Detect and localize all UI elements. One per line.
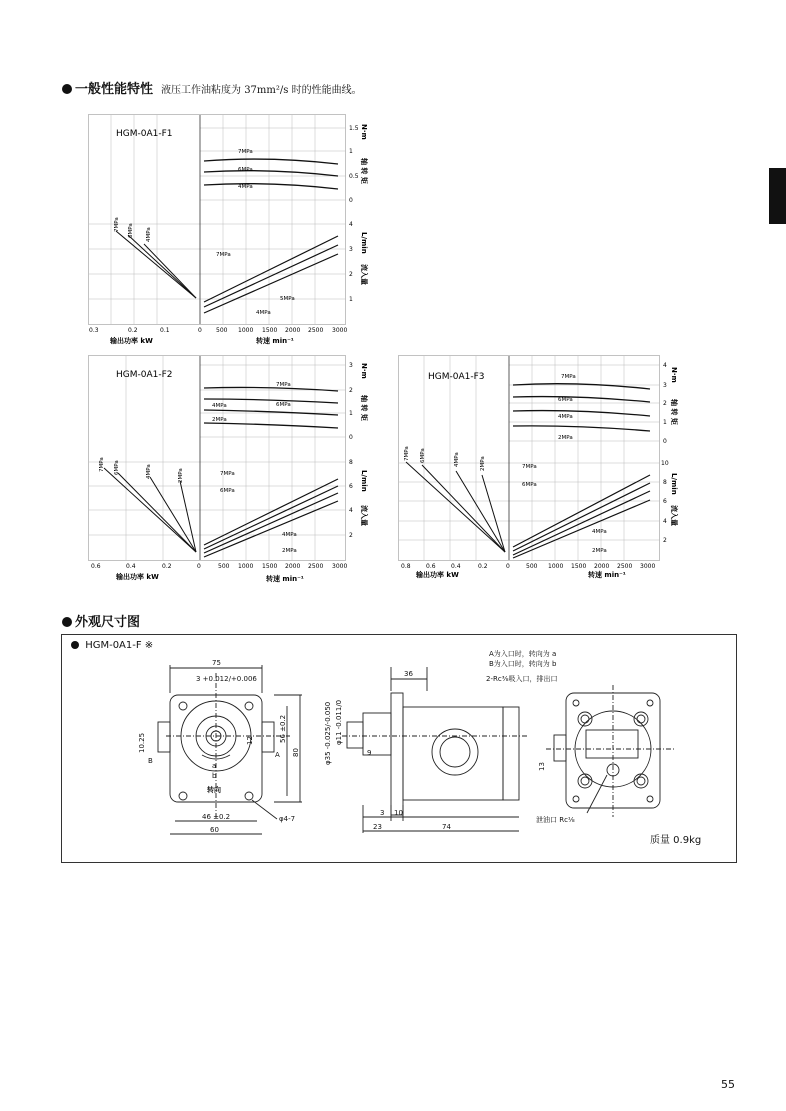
svg-text:6: 6 (663, 498, 667, 505)
note-b: B为入口时，转向为 b (489, 660, 557, 668)
bullet-icon (62, 84, 72, 94)
f1-flow-label: 流入量 (360, 264, 368, 285)
svg-text:2MPa: 2MPa (178, 468, 184, 483)
svg-text:60: 60 (210, 826, 219, 834)
svg-text:2500: 2500 (308, 563, 324, 570)
svg-text:3: 3 (380, 809, 385, 817)
svg-text:φ4-7: φ4-7 (279, 815, 296, 823)
svg-text:1: 1 (349, 148, 353, 155)
svg-text:2MPa: 2MPa (558, 435, 573, 441)
svg-text:9: 9 (367, 749, 372, 757)
svg-text:2: 2 (349, 271, 353, 278)
note-a: A为入口时，转向为 a (489, 650, 557, 658)
svg-text:8: 8 (349, 459, 353, 466)
f1-torque-unit: N·m (360, 124, 368, 140)
svg-text:0: 0 (197, 563, 201, 570)
svg-text:4: 4 (349, 507, 353, 514)
svg-text:3: 3 (349, 362, 353, 369)
svg-text:75: 75 (212, 659, 221, 667)
svg-text:φ35 -0.025/-0.050: φ35 -0.025/-0.050 (324, 701, 332, 765)
svg-text:B: B (148, 757, 153, 765)
chart-f2-svg (88, 355, 368, 587)
svg-text:10: 10 (661, 460, 669, 467)
dimension-title-text: 外观尺寸图 (75, 615, 141, 630)
chart-f1-flow-ticks (349, 221, 353, 303)
rotation-label: 转向 (207, 786, 221, 794)
svg-text:0.4: 0.4 (126, 563, 136, 570)
svg-text:80: 80 (292, 748, 300, 757)
svg-text:输出功率 kW: 输出功率 kW (416, 571, 459, 579)
f1-power-4mpa: 4MPa (146, 227, 152, 242)
svg-text:3: 3 (663, 382, 667, 389)
svg-text:0: 0 (349, 197, 353, 204)
svg-text:46 ±0.2: 46 ±0.2 (202, 813, 231, 821)
svg-text:轴 转 矩: 轴 转 矩 (670, 399, 678, 425)
svg-text:0.2: 0.2 (128, 327, 138, 334)
svg-text:6MPa: 6MPa (114, 460, 120, 475)
f1-torque-7mpa: 7MPa (238, 149, 253, 155)
svg-text:56 ±0.2: 56 ±0.2 (279, 714, 287, 743)
drain-label: 泄油口 Rc⅛ (536, 816, 575, 824)
svg-text:流入量: 流入量 (670, 505, 678, 526)
svg-text:10: 10 (394, 809, 403, 817)
svg-text:12: 12 (246, 736, 254, 745)
svg-text:0.2: 0.2 (478, 563, 488, 570)
dimension-section-title (62, 611, 140, 630)
svg-text:74: 74 (442, 823, 451, 831)
svg-text:N·m: N·m (360, 363, 368, 379)
svg-text:0.6: 0.6 (426, 563, 436, 570)
svg-text:6MPa: 6MPa (522, 482, 537, 488)
svg-text:6: 6 (349, 483, 353, 490)
svg-text:2: 2 (663, 400, 667, 407)
bullet-icon (62, 617, 72, 627)
svg-text:2: 2 (663, 537, 667, 544)
svg-text:1: 1 (349, 296, 353, 303)
svg-text:4MPa: 4MPa (146, 464, 152, 479)
f2-flow-7mpa: 7MPa (220, 471, 235, 477)
svg-text:500: 500 (216, 327, 228, 334)
f1-power-6mpa: 6MPa (128, 223, 134, 238)
svg-text:3 +0.012/+0.006: 3 +0.012/+0.006 (196, 675, 257, 683)
svg-text:1500: 1500 (262, 327, 278, 334)
svg-text:0: 0 (349, 434, 353, 441)
svg-text:1: 1 (349, 410, 353, 417)
svg-text:A: A (275, 751, 280, 759)
chart-f3 (398, 355, 676, 587)
svg-text:3: 3 (349, 246, 353, 253)
svg-text:0: 0 (663, 438, 667, 445)
f1-flow-4mpa: 4MPa (256, 310, 271, 316)
svg-text:10.25: 10.25 (138, 732, 146, 753)
svg-text:4: 4 (663, 518, 667, 525)
svg-text:1000: 1000 (548, 563, 564, 570)
svg-text:3000: 3000 (640, 563, 656, 570)
f2-flow-2mpa: 2MPa (282, 548, 297, 554)
svg-text:2500: 2500 (617, 563, 633, 570)
weight-label: 质量 0.9kg (650, 835, 702, 846)
f2-torque-6mpa: 6MPa (276, 402, 291, 408)
svg-text:500: 500 (218, 563, 230, 570)
svg-text:0.8: 0.8 (401, 563, 411, 570)
svg-text:1: 1 (663, 419, 667, 426)
svg-text:0.1: 0.1 (160, 327, 170, 334)
svg-text:3000: 3000 (332, 327, 348, 334)
chart-f1-power-ticks (89, 327, 202, 334)
svg-text:a: a (212, 762, 217, 770)
svg-text:0.5: 0.5 (349, 173, 359, 180)
svg-text:L/min: L/min (360, 470, 368, 492)
svg-text:3000: 3000 (332, 563, 348, 570)
performance-title-text: 一般性能特性 (75, 82, 154, 97)
page-number: 55 (721, 1078, 735, 1091)
f1-torque-4mpa: 4MPa (238, 184, 253, 190)
chart-f2 (88, 355, 368, 587)
svg-text:8: 8 (663, 479, 667, 486)
svg-text:6MPa: 6MPa (420, 448, 426, 463)
svg-text:2000: 2000 (285, 563, 301, 570)
f2-torque-2mpa: 2MPa (212, 417, 227, 423)
svg-text:φ11 -0.011/0: φ11 -0.011/0 (335, 699, 343, 745)
f1-flow-unit: L/min (360, 232, 368, 254)
svg-text:1500: 1500 (262, 563, 278, 570)
svg-text:2: 2 (349, 532, 353, 539)
chart-f1-speed-ticks (216, 327, 347, 334)
svg-text:23: 23 (373, 823, 382, 831)
f1-torque-6mpa: 6MPa (238, 167, 253, 173)
svg-text:0: 0 (198, 327, 202, 334)
f2-torque-7mpa: 7MPa (276, 382, 291, 388)
f2-torque-4mpa: 4MPa (212, 403, 227, 409)
chart-f1-frame (89, 115, 346, 325)
svg-text:0: 0 (506, 563, 510, 570)
svg-text:1000: 1000 (238, 563, 254, 570)
chart-f3-svg (398, 355, 676, 587)
svg-text:36: 36 (404, 670, 413, 678)
svg-text:4MPa: 4MPa (454, 452, 460, 467)
performance-subtitle: 液压工作油粘度为 37mm²/s 时的性能曲线。 (161, 85, 362, 96)
svg-text:2000: 2000 (285, 327, 301, 334)
f2-flow-6mpa: 6MPa (220, 488, 235, 494)
svg-text:L/min: L/min (670, 473, 678, 495)
svg-text:2MPa: 2MPa (592, 548, 607, 554)
f2-flow-4mpa: 4MPa (282, 532, 297, 538)
front-dims (138, 659, 300, 834)
f1-power-7mpa: 7MPa (114, 217, 120, 232)
svg-text:0.2: 0.2 (162, 563, 172, 570)
model-label: HGM-0A1-F ※ (71, 640, 153, 651)
svg-text:2: 2 (349, 387, 353, 394)
svg-text:4MPa: 4MPa (592, 529, 607, 535)
svg-text:500: 500 (526, 563, 538, 570)
rear-view (546, 685, 674, 817)
svg-text:2MPa: 2MPa (480, 456, 486, 471)
svg-text:13: 13 (538, 762, 546, 771)
chart-f2-title: HGM-0A1-F2 (116, 370, 173, 380)
f1-torque-label: 轴 转 矩 (360, 158, 368, 184)
svg-text:流入量: 流入量 (360, 505, 368, 526)
svg-text:2000: 2000 (594, 563, 610, 570)
svg-text:7MPa: 7MPa (99, 457, 105, 472)
svg-text:2500: 2500 (308, 327, 324, 334)
chart-f1-svg (88, 114, 368, 350)
rear-dims (538, 762, 546, 771)
dimension-drawing-box (61, 634, 737, 863)
port-label: 2-Rc⅜吸入口，排出口 (486, 675, 558, 683)
svg-text:轴 转 矩: 轴 转 矩 (360, 395, 368, 421)
chart-f3-title: HGM-0A1-F3 (428, 372, 485, 382)
svg-text:4: 4 (663, 362, 667, 369)
svg-text:转速 min⁻¹: 转速 min⁻¹ (588, 571, 626, 579)
svg-text:0.3: 0.3 (89, 327, 99, 334)
svg-text:4MPa: 4MPa (558, 414, 573, 420)
svg-text:6MPa: 6MPa (558, 397, 573, 403)
f1-power-label: 输出功率 kW (110, 337, 153, 345)
f1-flow-5mpa: 5MPa (280, 296, 295, 302)
dimension-drawing-svg (62, 635, 736, 862)
svg-text:7MPa: 7MPa (522, 464, 537, 470)
f1-speed-label: 转速 min⁻¹ (256, 337, 294, 345)
svg-text:7MPa: 7MPa (561, 374, 576, 380)
chart-f1 (88, 114, 368, 350)
side-tab-marker (769, 168, 786, 224)
svg-text:N·m: N·m (670, 367, 678, 383)
svg-text:0.6: 0.6 (91, 563, 101, 570)
front-view (158, 665, 302, 834)
svg-text:1500: 1500 (571, 563, 587, 570)
svg-text:4: 4 (349, 221, 353, 228)
chart-f1-torque-ticks (349, 125, 359, 204)
svg-text:0.4: 0.4 (451, 563, 461, 570)
f1-flow-7mpa: 7MPa (216, 252, 231, 258)
svg-text:7MPa: 7MPa (404, 446, 410, 461)
svg-text:1000: 1000 (238, 327, 254, 334)
svg-text:转速 min⁻¹: 转速 min⁻¹ (266, 575, 304, 583)
svg-text:1.5: 1.5 (349, 125, 359, 132)
svg-text:b: b (212, 772, 217, 780)
svg-text:输出功率 kW: 输出功率 kW (116, 573, 159, 581)
chart-f1-title: HGM-0A1-F1 (116, 129, 173, 139)
performance-section-title (62, 78, 362, 97)
